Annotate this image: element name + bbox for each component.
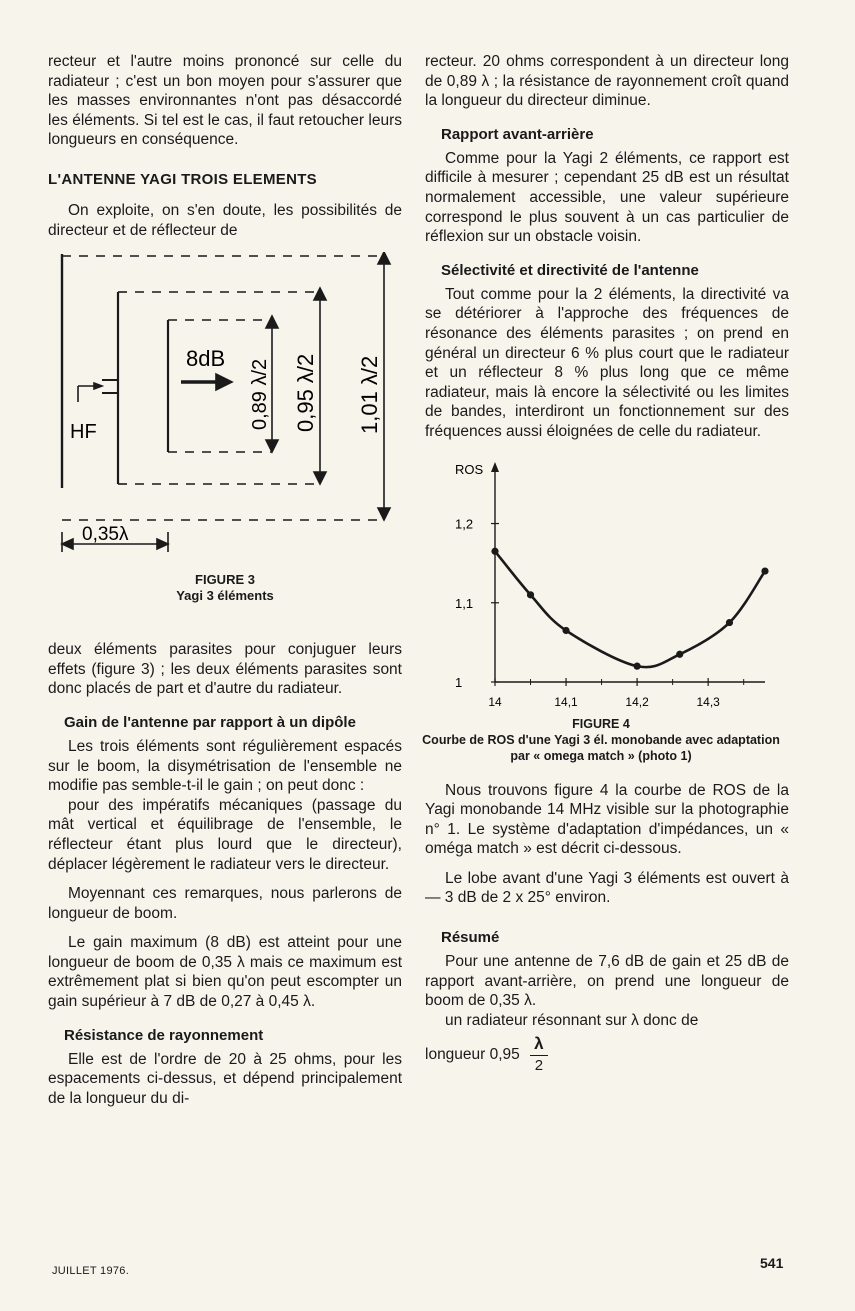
data-point — [761, 567, 768, 574]
paragraph: Pour une antenne de 7,6 dB de gain et 25 dB de rapport avant-arrière, on prend une longueur de boom de 0,35 λ. — [425, 953, 789, 1010]
fraction — [530, 1034, 547, 1076]
fraction-numerator: λ — [530, 1034, 547, 1056]
figure-4-title: FIGURE 4 — [572, 716, 630, 731]
paragraph: pour des impératifs mécaniques (passage du mât vertical et équilibrage de l'ensemble, le réflecteur étant plus lourd que le directeur), déplacer légèrement le radiateur vers le directeur. — [48, 796, 402, 873]
data-point — [527, 591, 534, 598]
ros-curve — [495, 551, 765, 667]
ros-chart — [413, 456, 789, 714]
boom-dimension: 0,35λ — [82, 524, 129, 546]
paragraph: un radiateur résonnant sur λ donc de — [445, 1011, 699, 1029]
paragraph: Tout comme pour la 2 éléments, la directivité va se détériorer à l'approche des fréquences de résonance des éléments parasites ; on prend en général un directeur 6 % plus court que le radiateur et un réflecteur 8 % plus long que ce même radiateur, mais là encore la sélectivité ou les limites de bandes, interdiront un fonctionnement sur des fréquences aussi éloignées de celle du radiateur. — [425, 285, 789, 440]
paragraph: deux éléments parasites pour conjuguer leurs effets (figure 3) ; les deux éléments parasites sont donc placés de part et d'autre du radiateur. — [48, 641, 402, 698]
y-axis-arrow — [491, 462, 499, 472]
data-point — [491, 547, 498, 554]
x-tick-label: 14 — [488, 694, 502, 709]
fraction-denominator: 2 — [534, 1057, 544, 1075]
figure-4-subtitle: Courbe de ROS d'une Yagi 3 él. monobande avec adaptation par « omega match » (photo 1) — [422, 732, 780, 763]
gain-label: 8dB — [186, 346, 226, 372]
right-column — [422, 52, 789, 1076]
data-point — [676, 650, 683, 657]
paragraph: Comme pour la Yagi 2 éléments, ce rapport est difficile à mesurer ; cependant 25 dB est un résultat normalement accessible, une valeur supérieure correspond le plus souvent à un cas particulier de réflexion sur un obstacle voisin. — [425, 149, 789, 246]
paragraph: Nous trouvons figure 4 la courbe de ROS de la Yagi monobande 14 MHz visible sur la photographie n° 1. Le système d'adaptation d'impédances, un « oméga match » est décrit ci-dessous. — [425, 781, 789, 858]
hf-label: HF — [70, 421, 97, 444]
y-tick-label: 1,1 — [455, 595, 474, 611]
paragraph: Le gain maximum (8 dB) est atteint pour une longueur de boom de 0,35 λ mais ce maximum est extrêmement plat si bien qu'on peut escompter un gain supérieur à 7 dB de 0,27 à 0,45 λ. — [48, 934, 402, 1011]
paragraph: Moyennant ces remarques, nous parlerons de longueur de boom. — [48, 885, 402, 922]
section-heading-yagi: L'ANTENNE YAGI TROIS ELEMENTS — [48, 170, 317, 188]
y-tick-label: 1,2 — [455, 516, 474, 532]
formula-prefix: longueur 0,95 — [425, 1046, 520, 1064]
director-dimension: 0,89 λ/2 — [249, 358, 271, 431]
data-point — [634, 662, 641, 669]
reflector-dimension: 1,01 λ/2 — [357, 355, 382, 435]
x-tick-label: 14,3 — [696, 694, 720, 709]
paragraph: recteur et l'autre moins prononcé sur celle du radiateur ; c'est un bon moyen pour s'assurer que les masses environnantes n'ont pas désaccordé les éléments. Si tel est le cas, il faut retoucher leurs longueurs en conséquence. — [48, 53, 402, 149]
page-number: 541 — [760, 1255, 784, 1271]
x-tick-label: 14,2 — [625, 694, 649, 709]
section-heading-selectivity: Sélectivité et directivité de l'antenne — [441, 261, 699, 279]
footer-date: JUILLET 1976. — [52, 1265, 130, 1277]
figure-3-title: FIGURE 3 — [195, 572, 255, 588]
left-column — [48, 52, 402, 1108]
section-heading-gain: Gain de l'antenne par rapport à un dipôle — [64, 713, 356, 731]
radiator-dimension: 0,95 λ/2 — [293, 353, 318, 433]
section-heading-summary: Résumé — [441, 929, 500, 947]
figure-4 — [413, 456, 789, 763]
figure-3-subtitle: Yagi 3 éléments — [176, 588, 274, 604]
paragraph: Elle est de l'ordre de 20 à 25 ohms, pour les espacements ci-dessus, et dépend principalement de la longueur du di- — [48, 1050, 402, 1107]
y-tick-label: 1 — [455, 674, 463, 690]
x-tick-label: 14,1 — [554, 694, 578, 709]
yagi-diagram — [48, 252, 402, 552]
data-point — [562, 626, 569, 633]
paragraph: On exploite, on s'en doute, les possibilités de directeur et de réflecteur de — [48, 201, 402, 239]
section-heading-resistance: Résistance de rayonnement — [64, 1026, 264, 1044]
paragraph: recteur. 20 ohms correspondent à un directeur long de 0,89 λ ; la résistance de rayonnement croît quand la longueur du directeur diminue. — [425, 53, 789, 110]
length-formula — [425, 1034, 789, 1076]
figure-3 — [48, 252, 402, 640]
data-point — [726, 618, 733, 625]
section-heading-ratio: Rapport avant-arrière — [441, 125, 594, 143]
paragraph: Les trois éléments sont régulièrement espacés sur le boom, la disymétrisation de l'ensemble ne modifie pas semble-t-il le gain ; on peut donc : — [48, 737, 402, 795]
paragraph: Le lobe avant d'une Yagi 3 éléments est ouvert à — 3 dB de 2 x 25° environ. — [425, 869, 789, 907]
y-axis-label: ROS — [455, 461, 484, 477]
